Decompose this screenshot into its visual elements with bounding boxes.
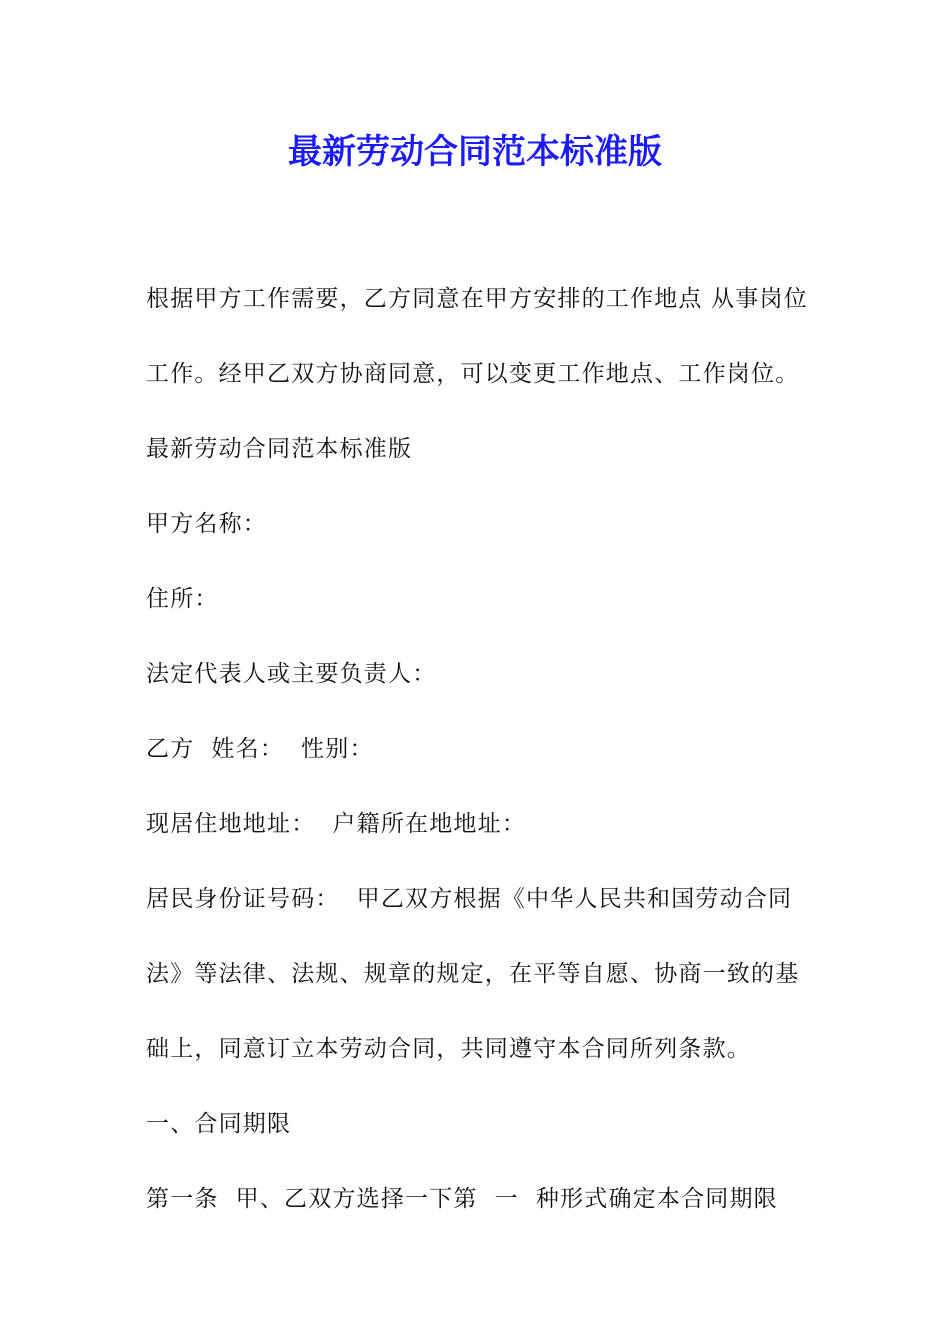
paragraph-line: 居民身份证号码： 甲乙双方根据《中华人民共和国劳动合同: [146, 886, 793, 912]
paragraph-line: 最新劳动合同范本标准版: [146, 436, 413, 462]
address-line: 住所：: [146, 586, 219, 612]
party-b-line: 乙方 姓名： 性别：: [146, 736, 374, 762]
party-a-name-line: 甲方名称：: [146, 511, 267, 537]
paragraph-line: 根据甲方工作需要，乙方同意在甲方安排的工作地点 从事岗位: [146, 286, 808, 312]
paragraph-line: 法》等法律、法规、规章的规定，在平等自愿、协商一致的基: [146, 961, 800, 987]
document-body: [146, 262, 826, 1237]
document-title: 最新劳动合同范本标准版: [288, 132, 662, 172]
section-heading: 一、合同期限: [146, 1111, 292, 1137]
paragraph-line: 工作。经甲乙双方协商同意，可以变更工作地点、工作岗位。: [146, 361, 800, 387]
legal-representative-line: 法定代表人或主要负责人：: [146, 661, 437, 687]
paragraph-line: 础上，同意订立本劳动合同，共同遵守本合同所列条款。: [146, 1036, 751, 1062]
residence-line: 现居住地地址： 户籍所在地地址：: [146, 811, 527, 837]
article-line: 第一条 甲、乙双方选择一下第 一 种形式确定本合同期限: [146, 1186, 778, 1212]
